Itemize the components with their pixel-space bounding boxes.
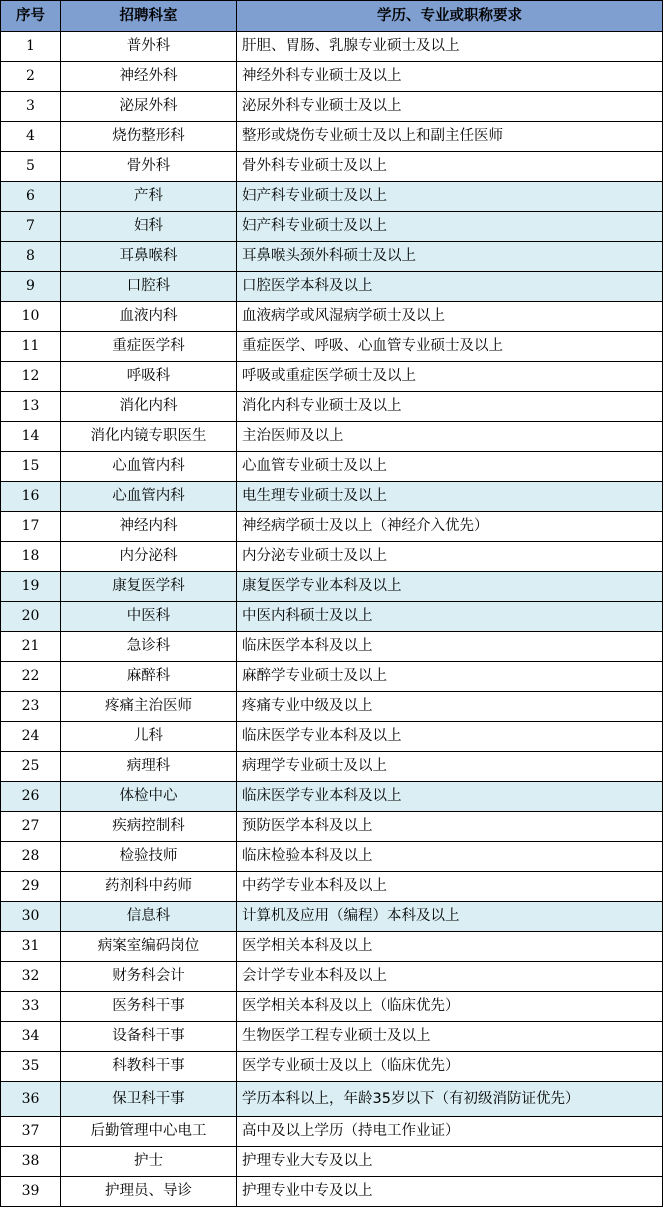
row-requirement: 康复医学专业本科及以上 <box>237 572 663 602</box>
table-row <box>1 122 663 152</box>
row-serial-number: 23 <box>1 692 61 722</box>
table-row <box>1 392 663 422</box>
row-requirement: 消化内科专业硕士及以上 <box>237 392 663 422</box>
row-serial-number: 3 <box>1 92 61 122</box>
row-department: 信息科 <box>61 902 237 932</box>
row-department: 病案室编码岗位 <box>61 932 237 962</box>
row-serial-number: 6 <box>1 182 61 212</box>
row-serial-number: 21 <box>1 632 61 662</box>
table-row <box>1 212 663 242</box>
row-department: 妇科 <box>61 212 237 242</box>
row-requirement: 病理学专业硕士及以上 <box>237 752 663 782</box>
row-requirement: 临床医学本科及以上 <box>237 632 663 662</box>
row-department: 体检中心 <box>61 782 237 812</box>
row-requirement: 泌尿外科专业硕士及以上 <box>237 92 663 122</box>
row-serial-number: 4 <box>1 122 61 152</box>
row-department: 医务科干事 <box>61 992 237 1022</box>
row-department: 保卫科干事 <box>61 1082 237 1117</box>
row-department: 病理科 <box>61 752 237 782</box>
row-serial-number: 28 <box>1 842 61 872</box>
table-row <box>1 92 663 122</box>
row-requirement: 中药学专业本科及以上 <box>237 872 663 902</box>
row-department: 产科 <box>61 182 237 212</box>
row-serial-number: 16 <box>1 482 61 512</box>
row-serial-number: 12 <box>1 362 61 392</box>
row-serial-number: 34 <box>1 1022 61 1052</box>
row-serial-number: 17 <box>1 512 61 542</box>
row-requirement: 电生理专业硕士及以上 <box>237 482 663 512</box>
row-requirement: 主治医师及以上 <box>237 422 663 452</box>
header-serial-number: 序号 <box>1 1 61 32</box>
header-department: 招聘科室 <box>61 1 237 32</box>
row-requirement: 整形或烧伤专业硕士及以上和副主任医师 <box>237 122 663 152</box>
row-requirement: 耳鼻喉头颈外科硕士及以上 <box>237 242 663 272</box>
table-row <box>1 1052 663 1082</box>
row-department: 科教科干事 <box>61 1052 237 1082</box>
row-serial-number: 8 <box>1 242 61 272</box>
row-requirement: 护理专业大专及以上 <box>237 1147 663 1177</box>
row-department: 护理员、导诊 <box>61 1177 237 1207</box>
row-requirement: 医学相关本科及以上 <box>237 932 663 962</box>
row-requirement: 会计学专业本科及以上 <box>237 962 663 992</box>
table-row <box>1 782 663 812</box>
row-serial-number: 14 <box>1 422 61 452</box>
row-serial-number: 7 <box>1 212 61 242</box>
row-department: 麻醉科 <box>61 662 237 692</box>
table-row <box>1 962 663 992</box>
row-requirement: 心血管专业硕士及以上 <box>237 452 663 482</box>
row-requirement: 肝胆、胃肠、乳腺专业硕士及以上 <box>237 32 663 62</box>
row-department: 急诊科 <box>61 632 237 662</box>
table-row <box>1 512 663 542</box>
row-requirement: 疼痛专业中级及以上 <box>237 692 663 722</box>
row-requirement: 骨外科专业硕士及以上 <box>237 152 663 182</box>
row-requirement: 高中及以上学历（持电工作业证） <box>237 1117 663 1147</box>
table-row <box>1 542 663 572</box>
row-department: 内分泌科 <box>61 542 237 572</box>
row-serial-number: 36 <box>1 1082 61 1117</box>
row-requirement: 麻醉学专业硕士及以上 <box>237 662 663 692</box>
row-requirement: 临床检验本科及以上 <box>237 842 663 872</box>
table-row <box>1 662 663 692</box>
row-requirement: 妇产科专业硕士及以上 <box>237 182 663 212</box>
row-serial-number: 32 <box>1 962 61 992</box>
row-department: 口腔科 <box>61 272 237 302</box>
row-serial-number: 19 <box>1 572 61 602</box>
row-department: 泌尿外科 <box>61 92 237 122</box>
table-row <box>1 872 663 902</box>
row-department: 骨外科 <box>61 152 237 182</box>
table-row <box>1 1022 663 1052</box>
row-department: 心血管内科 <box>61 482 237 512</box>
table-row <box>1 242 663 272</box>
row-department: 药剂科中药师 <box>61 872 237 902</box>
table-row <box>1 332 663 362</box>
row-serial-number: 1 <box>1 32 61 62</box>
row-serial-number: 24 <box>1 722 61 752</box>
row-serial-number: 35 <box>1 1052 61 1082</box>
table-row <box>1 1082 663 1117</box>
table-row <box>1 62 663 92</box>
table-row <box>1 692 663 722</box>
row-serial-number: 25 <box>1 752 61 782</box>
row-requirement: 预防医学本科及以上 <box>237 812 663 842</box>
row-department: 后勤管理中心电工 <box>61 1117 237 1147</box>
table-header-row <box>1 1 663 32</box>
row-serial-number: 26 <box>1 782 61 812</box>
row-requirement: 生物医学工程专业硕士及以上 <box>237 1022 663 1052</box>
row-serial-number: 29 <box>1 872 61 902</box>
table-row <box>1 722 663 752</box>
row-serial-number: 5 <box>1 152 61 182</box>
row-department: 财务科会计 <box>61 962 237 992</box>
row-serial-number: 22 <box>1 662 61 692</box>
table-row <box>1 572 663 602</box>
row-requirement: 计算机及应用（编程）本科及以上 <box>237 902 663 932</box>
row-serial-number: 30 <box>1 902 61 932</box>
row-department: 神经内科 <box>61 512 237 542</box>
row-requirement: 医学专业硕士及以上（临床优先） <box>237 1052 663 1082</box>
table-row <box>1 602 663 632</box>
row-serial-number: 13 <box>1 392 61 422</box>
row-requirement: 学历本科以上，年龄35岁以下（有初级消防证优先） <box>237 1082 663 1117</box>
header-requirements: 学历、专业或职称要求 <box>237 1 663 32</box>
table-row <box>1 902 663 932</box>
row-department: 普外科 <box>61 32 237 62</box>
table-row <box>1 302 663 332</box>
row-requirement: 呼吸或重症医学硕士及以上 <box>237 362 663 392</box>
table-row <box>1 422 663 452</box>
table-row <box>1 1177 663 1207</box>
table-row <box>1 362 663 392</box>
row-department: 神经外科 <box>61 62 237 92</box>
table-row <box>1 32 663 62</box>
row-requirement: 内分泌专业硕士及以上 <box>237 542 663 572</box>
row-department: 心血管内科 <box>61 452 237 482</box>
table-row <box>1 1147 663 1177</box>
row-requirement: 医学相关本科及以上（临床优先） <box>237 992 663 1022</box>
row-department: 消化内科 <box>61 392 237 422</box>
row-department: 疼痛主治医师 <box>61 692 237 722</box>
table-row <box>1 752 663 782</box>
row-department: 检验技师 <box>61 842 237 872</box>
row-department: 呼吸科 <box>61 362 237 392</box>
row-department: 护士 <box>61 1147 237 1177</box>
row-department: 重症医学科 <box>61 332 237 362</box>
table-row <box>1 932 663 962</box>
row-requirement: 妇产科专业硕士及以上 <box>237 212 663 242</box>
row-department: 耳鼻喉科 <box>61 242 237 272</box>
row-requirement: 临床医学专业本科及以上 <box>237 722 663 752</box>
table-row <box>1 812 663 842</box>
row-requirement: 临床医学专业本科及以上 <box>237 782 663 812</box>
row-department: 康复医学科 <box>61 572 237 602</box>
row-requirement: 重症医学、呼吸、心血管专业硕士及以上 <box>237 332 663 362</box>
table-row <box>1 1117 663 1147</box>
table-row <box>1 482 663 512</box>
row-requirement: 血液病学或风湿病学硕士及以上 <box>237 302 663 332</box>
row-requirement: 口腔医学本科及以上 <box>237 272 663 302</box>
row-serial-number: 11 <box>1 332 61 362</box>
row-serial-number: 33 <box>1 992 61 1022</box>
row-serial-number: 15 <box>1 452 61 482</box>
row-department: 血液内科 <box>61 302 237 332</box>
row-department: 设备科干事 <box>61 1022 237 1052</box>
row-serial-number: 39 <box>1 1177 61 1207</box>
row-serial-number: 20 <box>1 602 61 632</box>
row-requirement: 神经病学硕士及以上（神经介入优先） <box>237 512 663 542</box>
row-department: 中医科 <box>61 602 237 632</box>
table-row <box>1 632 663 662</box>
table-row <box>1 182 663 212</box>
row-requirement: 神经外科专业硕士及以上 <box>237 62 663 92</box>
row-serial-number: 31 <box>1 932 61 962</box>
row-serial-number: 37 <box>1 1117 61 1147</box>
row-department: 疾病控制科 <box>61 812 237 842</box>
row-serial-number: 18 <box>1 542 61 572</box>
row-requirement: 中医内科硕士及以上 <box>237 602 663 632</box>
table-row <box>1 842 663 872</box>
table-row <box>1 152 663 182</box>
row-serial-number: 10 <box>1 302 61 332</box>
table-row <box>1 272 663 302</box>
row-department: 消化内镜专职医生 <box>61 422 237 452</box>
row-department: 儿科 <box>61 722 237 752</box>
table-body <box>1 32 663 1207</box>
row-serial-number: 2 <box>1 62 61 92</box>
row-serial-number: 9 <box>1 272 61 302</box>
table-row <box>1 992 663 1022</box>
row-serial-number: 38 <box>1 1147 61 1177</box>
row-requirement: 护理专业中专及以上 <box>237 1177 663 1207</box>
row-serial-number: 27 <box>1 812 61 842</box>
table-row <box>1 452 663 482</box>
row-department: 烧伤整形科 <box>61 122 237 152</box>
